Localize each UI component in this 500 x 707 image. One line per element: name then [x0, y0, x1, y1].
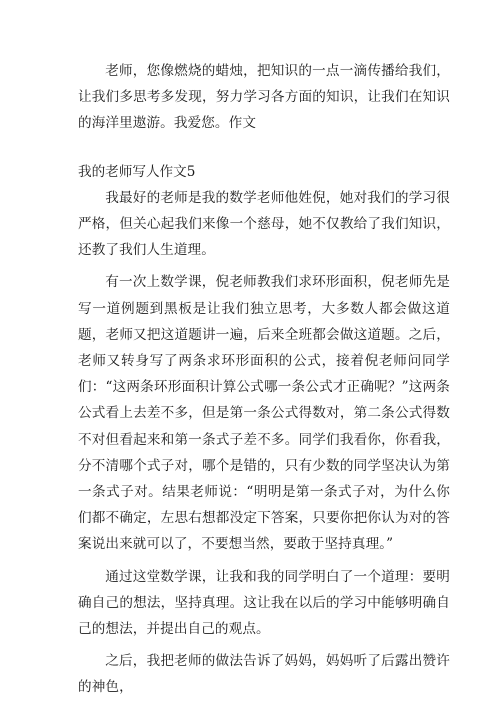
essay-paragraph-2: 有一次上数学课，倪老师教我们求环形面积，倪老师先是写一道例题到黑板是让我们独立思考，大多数人都会做这道题，老师又把这道题讲一遍，后来全班都会做这道题。之后，老师又转身写了两条求环形面积的公式，接着倪老师问同学们：“这两条环形面积计算公式哪一条公式才正确呢？”这两条公式看上去差不多，但是第一条公式得数对，第二条公式得数不对但看起来和第一条式子差不多。同学们我看你，你看我，分不清哪个式子对，哪个是错的，只有少数的同学坚决认为第一条式子对。结果老师说：“明明是第一条式子对，为什么你们都不确定，左思右想都没定下答案，只要你把你认为对的答案说出来就可以了，不要想当然，要敢于坚持真理。”	[78, 274, 450, 553]
section-spacer	[78, 137, 450, 159]
intro-paragraph: 老师，您像燃烧的蜡烛，把知识的一点一滴传播给我们，让我们多思考多发现，努力学习各方面的知识，让我们在知识的海洋里遨游。我爱您。作文	[78, 63, 450, 132]
essay-paragraph-4: 之后，我把老师的做法告诉了妈妈，妈妈听了后露出赞许的神色，	[78, 653, 450, 696]
essay-paragraph-1: 我最好的老师是我的数学老师他姓倪，她对我们的学习很严格，但关心起我们来像一个慈母，她不仅教给了我们知识，还教了我们人生道理。	[78, 189, 450, 259]
essay-title: 我的老师写人作文5	[78, 163, 196, 180]
essay-paragraph-3: 通过这堂数学课，让我和我的同学明白了一个道理：要明确自己的想法，坚持真理。这让我在以后的学习中能够明确自己的想法，并提出自己的观点。	[78, 568, 450, 638]
document-page	[78, 58, 450, 701]
